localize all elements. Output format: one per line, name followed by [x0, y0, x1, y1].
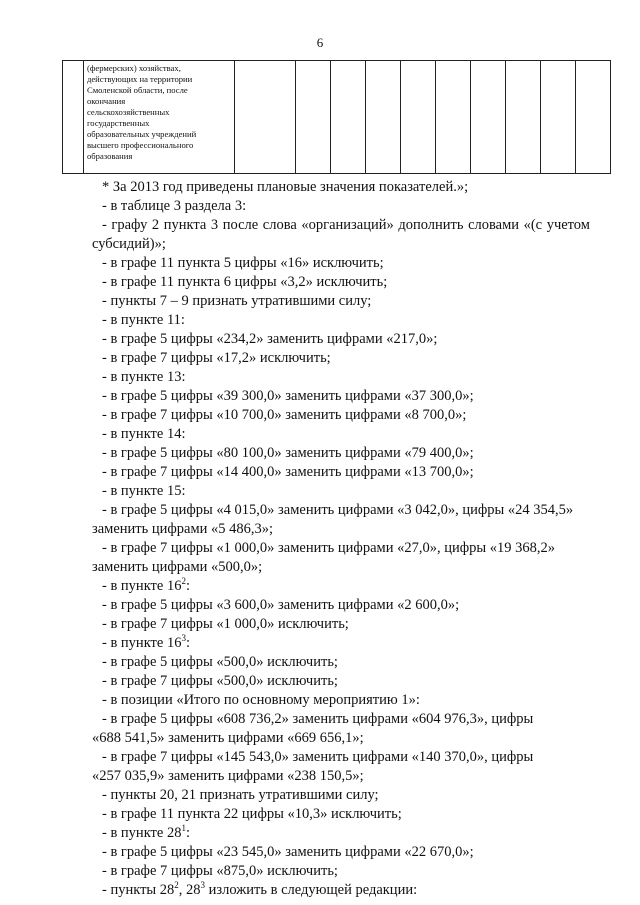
table-cell: [471, 61, 506, 174]
text-part: - в пункте 16: [102, 635, 182, 651]
word: словами: [468, 217, 520, 233]
cell-line: высшего профессионального: [87, 140, 194, 150]
text-line-superscript: [0, 824, 640, 843]
colon: :: [185, 825, 190, 841]
text-line: - в графе 5 цифры «80 100,0» заменить цифрами «79 400,0»;: [102, 445, 474, 461]
text-line-superscript: [0, 881, 640, 900]
table-cell-description: [84, 61, 235, 174]
table-cell: [436, 61, 471, 174]
text-line: - в пункте 11:: [102, 312, 185, 328]
cell-line: государственных: [87, 118, 150, 128]
text-line: - в графе 7 цифры «1 000,0» заменить цифрами «27,0», цифры «19 368,2»: [102, 540, 555, 556]
text-line: - в пункте 14:: [102, 426, 186, 442]
word: учетом: [546, 217, 590, 233]
table-cell: [576, 61, 611, 174]
text-line: - в графе 5 цифры «23 545,0» заменить цифрами «22 670,0»;: [102, 844, 474, 860]
text-line: - в пункте 15:: [102, 483, 186, 499]
word: «(с: [523, 217, 543, 233]
text-line: * За 2013 год приведены плановые значения показателей.»;: [102, 179, 469, 195]
superscript: 1: [181, 823, 186, 833]
text-line: - пункты 20, 21 признать утратившими силу;: [102, 787, 379, 803]
text-line: - в позиции «Итого по основному мероприятию 1»:: [102, 692, 420, 708]
word: «организаций»: [301, 217, 394, 233]
text-line: - в графе 7 цифры «1 000,0» исключить;: [102, 616, 349, 632]
word: графу: [111, 217, 148, 233]
text-line: - в графе 7 цифры «14 400,0» заменить цифрами «13 700,0»;: [102, 464, 474, 480]
colon: :: [185, 578, 190, 594]
cell-line: действующих на территории: [87, 74, 193, 84]
text-line: заменить цифрами «5 486,3»;: [92, 521, 274, 537]
text-line: - в графе 5 цифры «39 300,0» заменить цифрами «37 300,0»;: [102, 388, 474, 404]
text-line: «688 541,5» заменить цифрами «669 656,1»;: [92, 730, 364, 746]
table-cell: [235, 61, 296, 174]
word: после: [222, 217, 259, 233]
superscript: 2: [174, 880, 179, 890]
text-line: - в графе 11 пункта 6 цифры «3,2» исключить;: [102, 274, 388, 290]
text-line: - в графе 7 цифры «500,0» исключить;: [102, 673, 338, 689]
cell-line: окончания: [87, 96, 126, 106]
word: -: [102, 217, 107, 233]
text-part: - в пункте 28: [102, 825, 182, 841]
text-line: [102, 216, 590, 235]
text-line: - в графе 5 цифры «3 600,0» заменить цифрами «2 600,0»;: [102, 597, 460, 613]
text-line-superscript: [0, 634, 640, 653]
word: 3: [210, 217, 219, 233]
text-line: субсидий)»;: [92, 236, 166, 252]
text-line: - в графе 5 цифры «234,2» заменить цифрами «217,0»;: [102, 331, 438, 347]
cell-line: Смоленской области, после: [87, 85, 188, 95]
cell-line: образования: [87, 151, 133, 161]
text-line: - в графе 5 цифры «500,0» исключить;: [102, 654, 338, 670]
superscript: 2: [181, 576, 186, 586]
comma: , 28: [178, 882, 201, 898]
text-line: заменить цифрами «500,0»;: [92, 559, 263, 575]
superscript: 3: [200, 880, 206, 890]
text-line: - в графе 11 пункта 5 цифры «16» исключить;: [102, 255, 384, 271]
table-cell: [296, 61, 331, 174]
text-line: - в графе 7 цифры «10 700,0» заменить цифрами «8 700,0»;: [102, 407, 467, 423]
word: дополнить: [398, 217, 464, 233]
table-cell: [401, 61, 436, 174]
text-line: - в пункте 13:: [102, 369, 186, 385]
text-line: - в таблице 3 раздела 3:: [102, 198, 247, 214]
word: 2: [151, 217, 160, 233]
word: слова: [262, 217, 297, 233]
cell-line: сельскохозяйственных: [87, 107, 170, 117]
table-cell: [63, 61, 84, 174]
cell-line: (фермерских) хозяйствах,: [87, 63, 181, 73]
text-line: - в графе 7 цифры «875,0» исключить;: [102, 863, 338, 879]
text-part: - пункты 28: [102, 882, 175, 898]
text-part: - в пункте 16: [102, 578, 182, 594]
table-cell: [506, 61, 541, 174]
cell-line: образовательных учреждений: [87, 129, 197, 139]
text-line: - в графе 5 цифры «608 736,2» заменить цифрами «604 976,3», цифры: [102, 711, 534, 727]
text-line: - в графе 5 цифры «4 015,0» заменить цифрами «3 042,0», цифры «24 354,5»: [102, 502, 574, 518]
word: пункта: [163, 217, 207, 233]
table-cell: [331, 61, 366, 174]
text-line: «257 035,9» заменить цифрами «238 150,5»;: [92, 768, 364, 784]
text-line: - пункты 7 – 9 признать утратившими силу;: [102, 293, 372, 309]
table-cell: [541, 61, 576, 174]
text-line: - в графе 11 пункта 22 цифры «10,3» исключить;: [102, 806, 402, 822]
text-line: - в графе 7 цифры «17,2» исключить;: [102, 350, 331, 366]
colon: :: [185, 635, 190, 651]
continued-table: [62, 60, 611, 174]
text-part: изложить в следующей редакции:: [208, 882, 418, 898]
superscript: 3: [181, 633, 186, 643]
table-cell: [366, 61, 401, 174]
text-line-superscript: [0, 577, 640, 596]
page-number: 6: [316, 35, 324, 50]
text-line: - в графе 7 цифры «145 543,0» заменить цифрами «140 370,0», цифры: [102, 749, 534, 765]
